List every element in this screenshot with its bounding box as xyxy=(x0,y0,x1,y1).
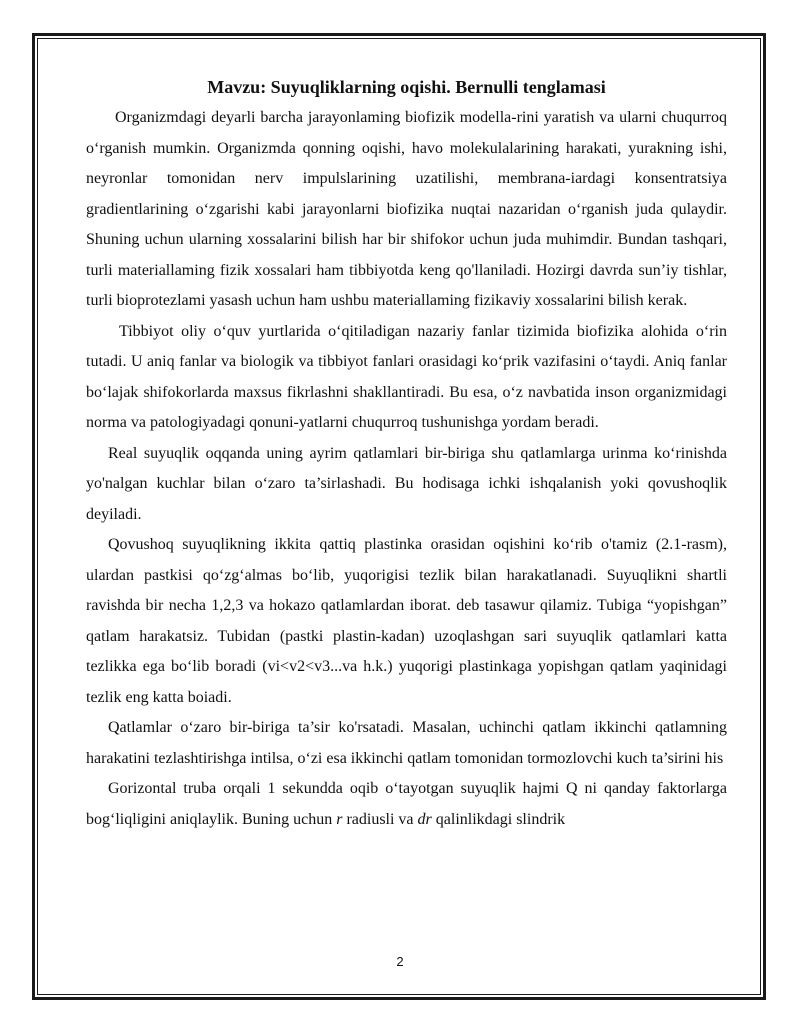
document-body xyxy=(86,73,727,835)
paragraph-6-text-b: radiusli va xyxy=(342,810,418,828)
paragraph-5: Qatlamlar o‘zaro bir-biriga ta’sir ko'rsatadi. Masalan, uchinchi qatlam ikkinchi qatlamning harakatini tezlashtirishga intilsa, o‘zi esa ikkinchi qatlam tomonidan tormozlovchi kuch ta’sirini his xyxy=(86,719,727,767)
paragraph-4: Qovushoq suyuqlikning ikkita qattiq plastinka orasidan oqishini ko‘rib o'tamiz (2.1-rasm), ulardan pastkisi qo‘zg‘almas bo‘lib, yuqorigisi tezlik bilan harakatlanadi. Suyuqlikni shartli ravishda bir necha 1,2,3 va hokazo qatlamlardan iborat. deb tasawur qilamiz. Tubiga “yopishgan” qatlam harakatsiz. Tubidan (pastki plastin-kadan) uzoqlashgan sari suyuqlik qatlamlari katta tezlikka ega bo‘lib boradi (vi<v2<v3...va h.k.) yuqorigi plastinkaga yopishgan qatlam yaqinidagi tezlik eng katta boiadi. xyxy=(86,536,727,706)
paragraph-6-text-a: Gorizontal truba orqali 1 sekundda oqib o‘tayotgan suyuqlik hajmi Q ni qanday faktorlarga bog‘liqligini aniqlaylik. Buning uchun xyxy=(86,780,727,828)
paragraph-6-text-c: qalinlikdagi slindrik xyxy=(431,810,566,828)
paragraph-2: Tibbiyot oliy o‘quv yurtlarida o‘qitiladigan nazariy fanlar tizimida biofizika alohida o‘rin tutadi. U aniq fanlar va biologik va tibbiyot fanlari orasidagi ko‘prik vazifasini o‘taydi. Aniq fanlar bo‘lajak shifokorlarda maxsus fikrlashni shakllantiradi. Bu esa, o‘z navbatida inson organizmidagi norma va patologiyadagi qonuni-yatlarni chuqurroq tushunishga yordam beradi. xyxy=(86,322,727,431)
page-number: 2 xyxy=(396,954,404,969)
document-title: Mavzu: Suyuqliklarning oqishi. Bernulli tenglamasi xyxy=(207,77,606,97)
paragraph-6 xyxy=(86,774,727,835)
variable-r: r xyxy=(336,810,343,828)
paragraph-3: Real suyuqlik oqqanda uning ayrim qatlamlari bir-biriga shu qatlamlarga urinma ko‘rinishda yo'nalgan kuchlar bilan o‘zaro ta’sirlashadi. Bu hodisaga ichki ishqalanish yoki qovushoqlik deyiladi. xyxy=(86,444,727,523)
variable-dr: dr xyxy=(417,810,432,828)
paragraph-1: Organizmdagi deyarli barcha jarayonlaming biofizik modella-rini yaratish va ularni chuqurroq o‘rganish mumkin. Organizmda qonning oqishi, havo molekulalarining harakati, yurakning ishi, neyronlar tomonidan nerv impulslarining uzatilishi, membrana-iardagi konsentratsiya gradientlarining o‘zgarishi kabi jarayonlarni biofizika nuqtai nazaridan o‘rganish juda qulaydir. Shuning uchun ularning xossalarini bilish har bir shifokor uchun juda muhimdir. Bundan tashqari, turli materiallaming fizik xossalari ham tibbiyotda keng qo'llaniladi. Hozirgi davrda sun’iy tishlar, turli bioprotezlami yasash uchun ham ushbu materiallaming fizikaviy xossalarini bilish kerak. xyxy=(86,109,727,309)
